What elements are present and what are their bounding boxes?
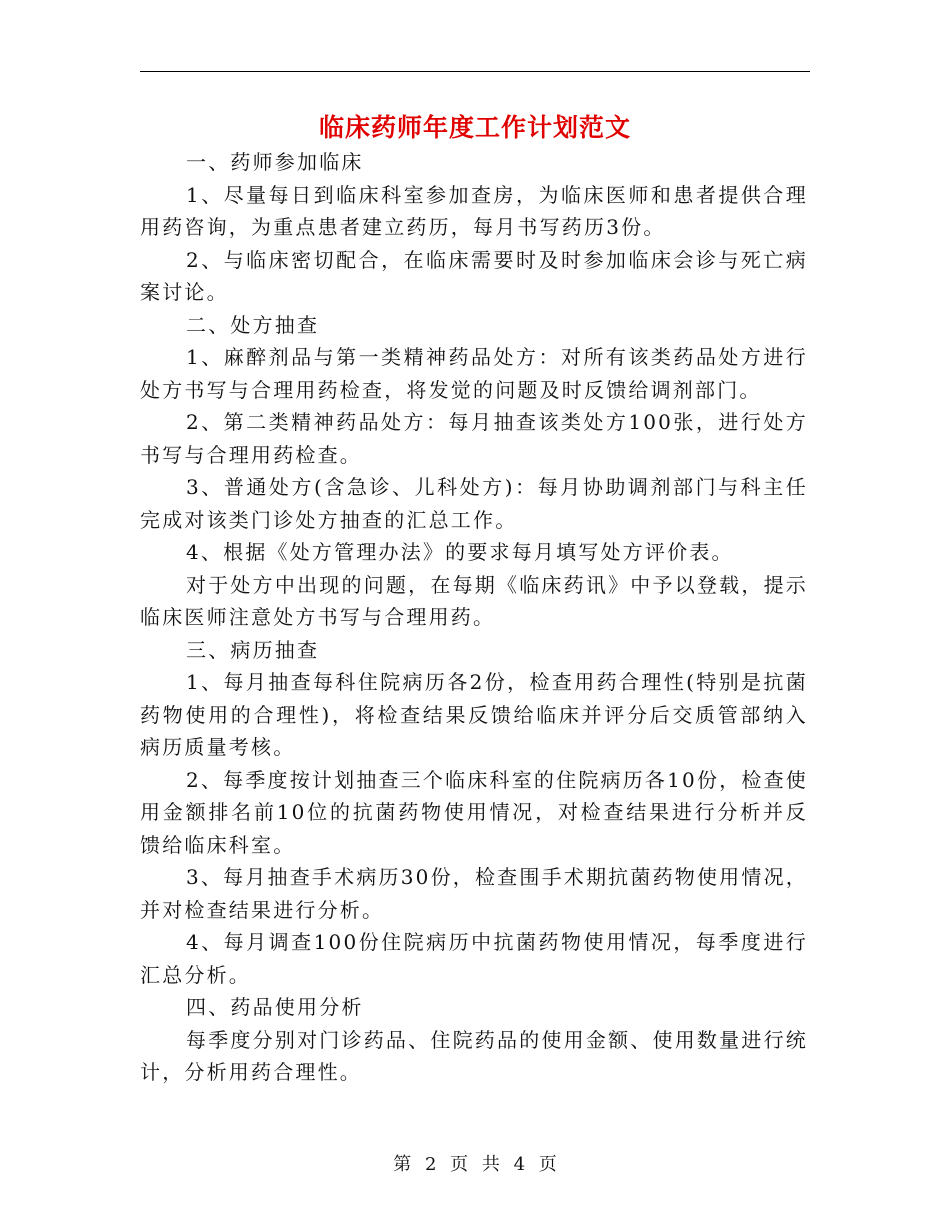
footer-total-word: 共 <box>481 1154 500 1175</box>
paragraph: 3、每月抽查手术病历30份，检查围手术期抗菌药物使用情况，并对检查结果进行分析。 <box>140 865 808 922</box>
total-pages-number: 4 <box>513 1154 526 1175</box>
paragraph: 3、普通处方(含急诊、儿科处方)：每月协助调剂部门与科主任完成对该类门诊处方抽查的汇总工作。 <box>140 475 808 532</box>
document-title: 临床药师年度工作计划范文 <box>318 113 631 142</box>
paragraph: 2、第二类精神药品处方：每月抽查该类处方100张，进行处方书写与合理用药检查。 <box>140 410 808 467</box>
paragraph: 每季度分别对门诊药品、住院药品的使用金额、使用数量进行统计，分析用药合理性。 <box>140 1027 808 1084</box>
paragraph: 4、根据《处方管理办法》的要求每月填写处方评价表。 <box>186 540 734 564</box>
paragraph: 1、尽量每日到临床科室参加查房，为临床医师和患者提供合理用药咨询，为重点患者建立药历，每月书写药历3份。 <box>140 182 808 239</box>
paragraph: 2、与临床密切配合，在临床需要时及时参加临床会诊与死亡病案讨论。 <box>140 247 808 304</box>
footer-page-word: 页 <box>450 1154 469 1175</box>
paragraph: 1、麻醉剂品与第一类精神药品处方：对所有该类药品处方进行处方书写与合理用药检查，将发觉的问题及时反馈给调剂部门。 <box>140 345 808 402</box>
paragraph: 1、每月抽查每科住院病历各2份，检查用药合理性(特别是抗菌药物使用的合理性)，将检查结果反馈给临床并评分后交质管部纳入病历质量考核。 <box>140 670 808 759</box>
current-page-number: 2 <box>424 1154 437 1175</box>
section-heading: 二、处方抽查 <box>186 312 320 337</box>
paragraph: 对于处方中出现的问题，在每期《临床药讯》中予以登载，提示临床医师注意处方书写与合理用药。 <box>140 572 808 629</box>
footer-suffix: 页 <box>538 1154 557 1175</box>
header-rule <box>140 71 810 72</box>
paragraph: 4、每月调查100份住院病历中抗菌药物使用情况，每季度进行汇总分析。 <box>140 930 808 987</box>
paragraph: 2、每季度按计划抽查三个临床科室的住院病历各10份，检查使用金额排名前10位的抗菌药物使用情况，对检查结果进行分析并反馈给临床科室。 <box>140 767 808 857</box>
footer-prefix: 第 <box>393 1154 412 1175</box>
section-heading: 三、病历抽查 <box>186 637 320 662</box>
page-footer <box>0 1152 950 1178</box>
document-body <box>140 146 808 1089</box>
section-heading: 四、药品使用分析 <box>186 995 364 1019</box>
section-heading: 一、药师参加临床 <box>186 150 364 174</box>
